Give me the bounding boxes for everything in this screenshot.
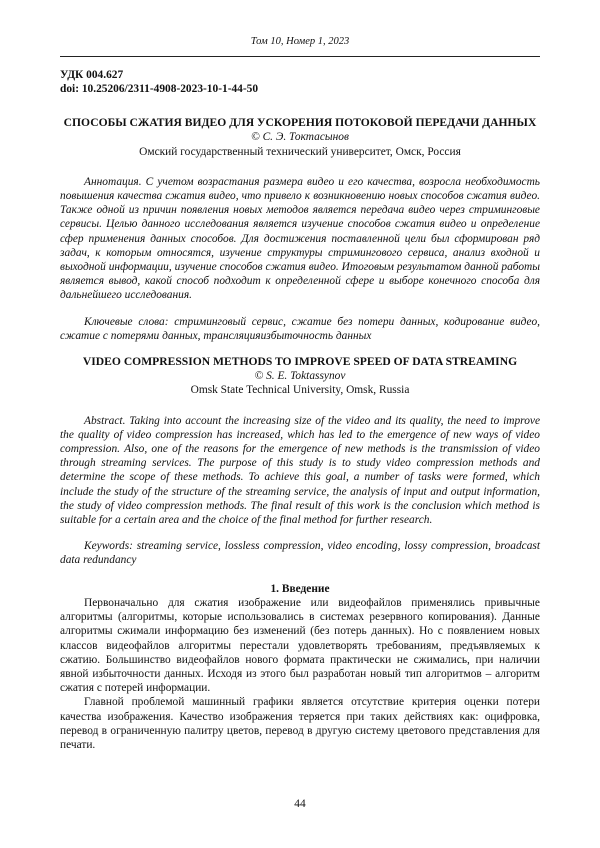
- body-paragraph: Главной проблемой машинный графики является отсутствие критерия оценки потери качества изображения. Качество изображения теряется при таких действиях как: оцифровка, перевод в ограниченную палитру цветов, перевод в другую систему цветового представления для печати.: [60, 696, 540, 751]
- en-abstract: Abstract. Taking into account the increasing size of the video and its quality, the need to improve the quality of video compression has increased, which has led to the emergence of new ways of video compression. Also, one of the reasons for the emergence of new methods is the transmission of video through streaming services. The purpose of this study is to study video compression methods and determine the scope of these methods. To achieve this goal, a number of tasks were formed, which include the study of the structure of the streaming service, the analysis of input and output information, the study of video compression methods. The final result of this work is the conclusion which method is suitable for a certain area and the choice of the final method for further research.: [60, 414, 540, 527]
- section-title: 1. Введение: [270, 582, 330, 595]
- en-author: © S. E. Toktassynov: [254, 370, 346, 383]
- doi: doi: 10.25206/2311-4908-2023-10-1-44-50: [60, 83, 259, 96]
- page-number: 44: [294, 798, 306, 810]
- ru-keywords: Ключевые слова: стриминговый сервис, сжатие без потери данных, кодирование видео, сжатие с потерями данных, трансляцияизбыточность данных: [60, 315, 540, 342]
- body-paragraph: Первоначально для сжатия изображение или видеофайлов применялись привычные алгоритмы (алгоритмы, которые использовались в системах резервного копирования). Данные алгоритмы сжимали информацию без изменений (без потерь данных). Но с появлением новых классов видеофайлов алгоритмы перестали удовлетворять требованиям, предъявляемых к сжатию. Большинство видеофайлов нового формата практически не сжимались, при наличии явной избыточности данных. Исходя из этого был разработан новый тип алгоритмов – алгоритм сжатия с потерей информации.: [60, 596, 540, 695]
- ru-abstract: Аннотация. С учетом возрастания размера видео и его качества, возросла необходимость повышения качества сжатия видео, что привело к возникновению новых способов сжатия видео. Также одной из причин появления новых методов является передача видео через стриминговые сервисы. Целью данного исследования является изучение способов сжатия видео и определение сфер применения данных способов. Для достижения поставленной цели был сформирован ряд задач, к которым относятся, изучение структуры стримингового сервиса, анализ входной и выходной информации, изучение способов сжатия видео. Итоговым результатом данной работы является вывод, какой способ подходит к определенной сфере и выборе конечного способа для дальнейшего исследования.: [60, 175, 540, 302]
- ru-affiliation: Омский государственный технический университет, Омск, Россия: [139, 145, 461, 158]
- header-rule: [60, 56, 540, 57]
- ru-author: © С. Э. Токтасынов: [251, 131, 349, 144]
- ru-title: СПОСОБЫ СЖАТИЯ ВИДЕО ДЛЯ УСКОРЕНИЯ ПОТОКОВОЙ ПЕРЕДАЧИ ДАННЫХ: [63, 116, 537, 130]
- en-title: VIDEO COMPRESSION METHODS TO IMPROVE SPEED OF DATA STREAMING: [82, 355, 518, 369]
- article-content: [60, 68, 540, 752]
- en-keywords: Keywords: streaming service, lossless compression, video encoding, lossy compression, broadcast data redundancy: [60, 540, 540, 567]
- en-affiliation: Omsk State Technical University, Omsk, Russia: [190, 384, 410, 397]
- running-header: Том 10, Номер 1, 2023: [250, 36, 350, 47]
- udc-code: УДК 004.627: [60, 69, 124, 81]
